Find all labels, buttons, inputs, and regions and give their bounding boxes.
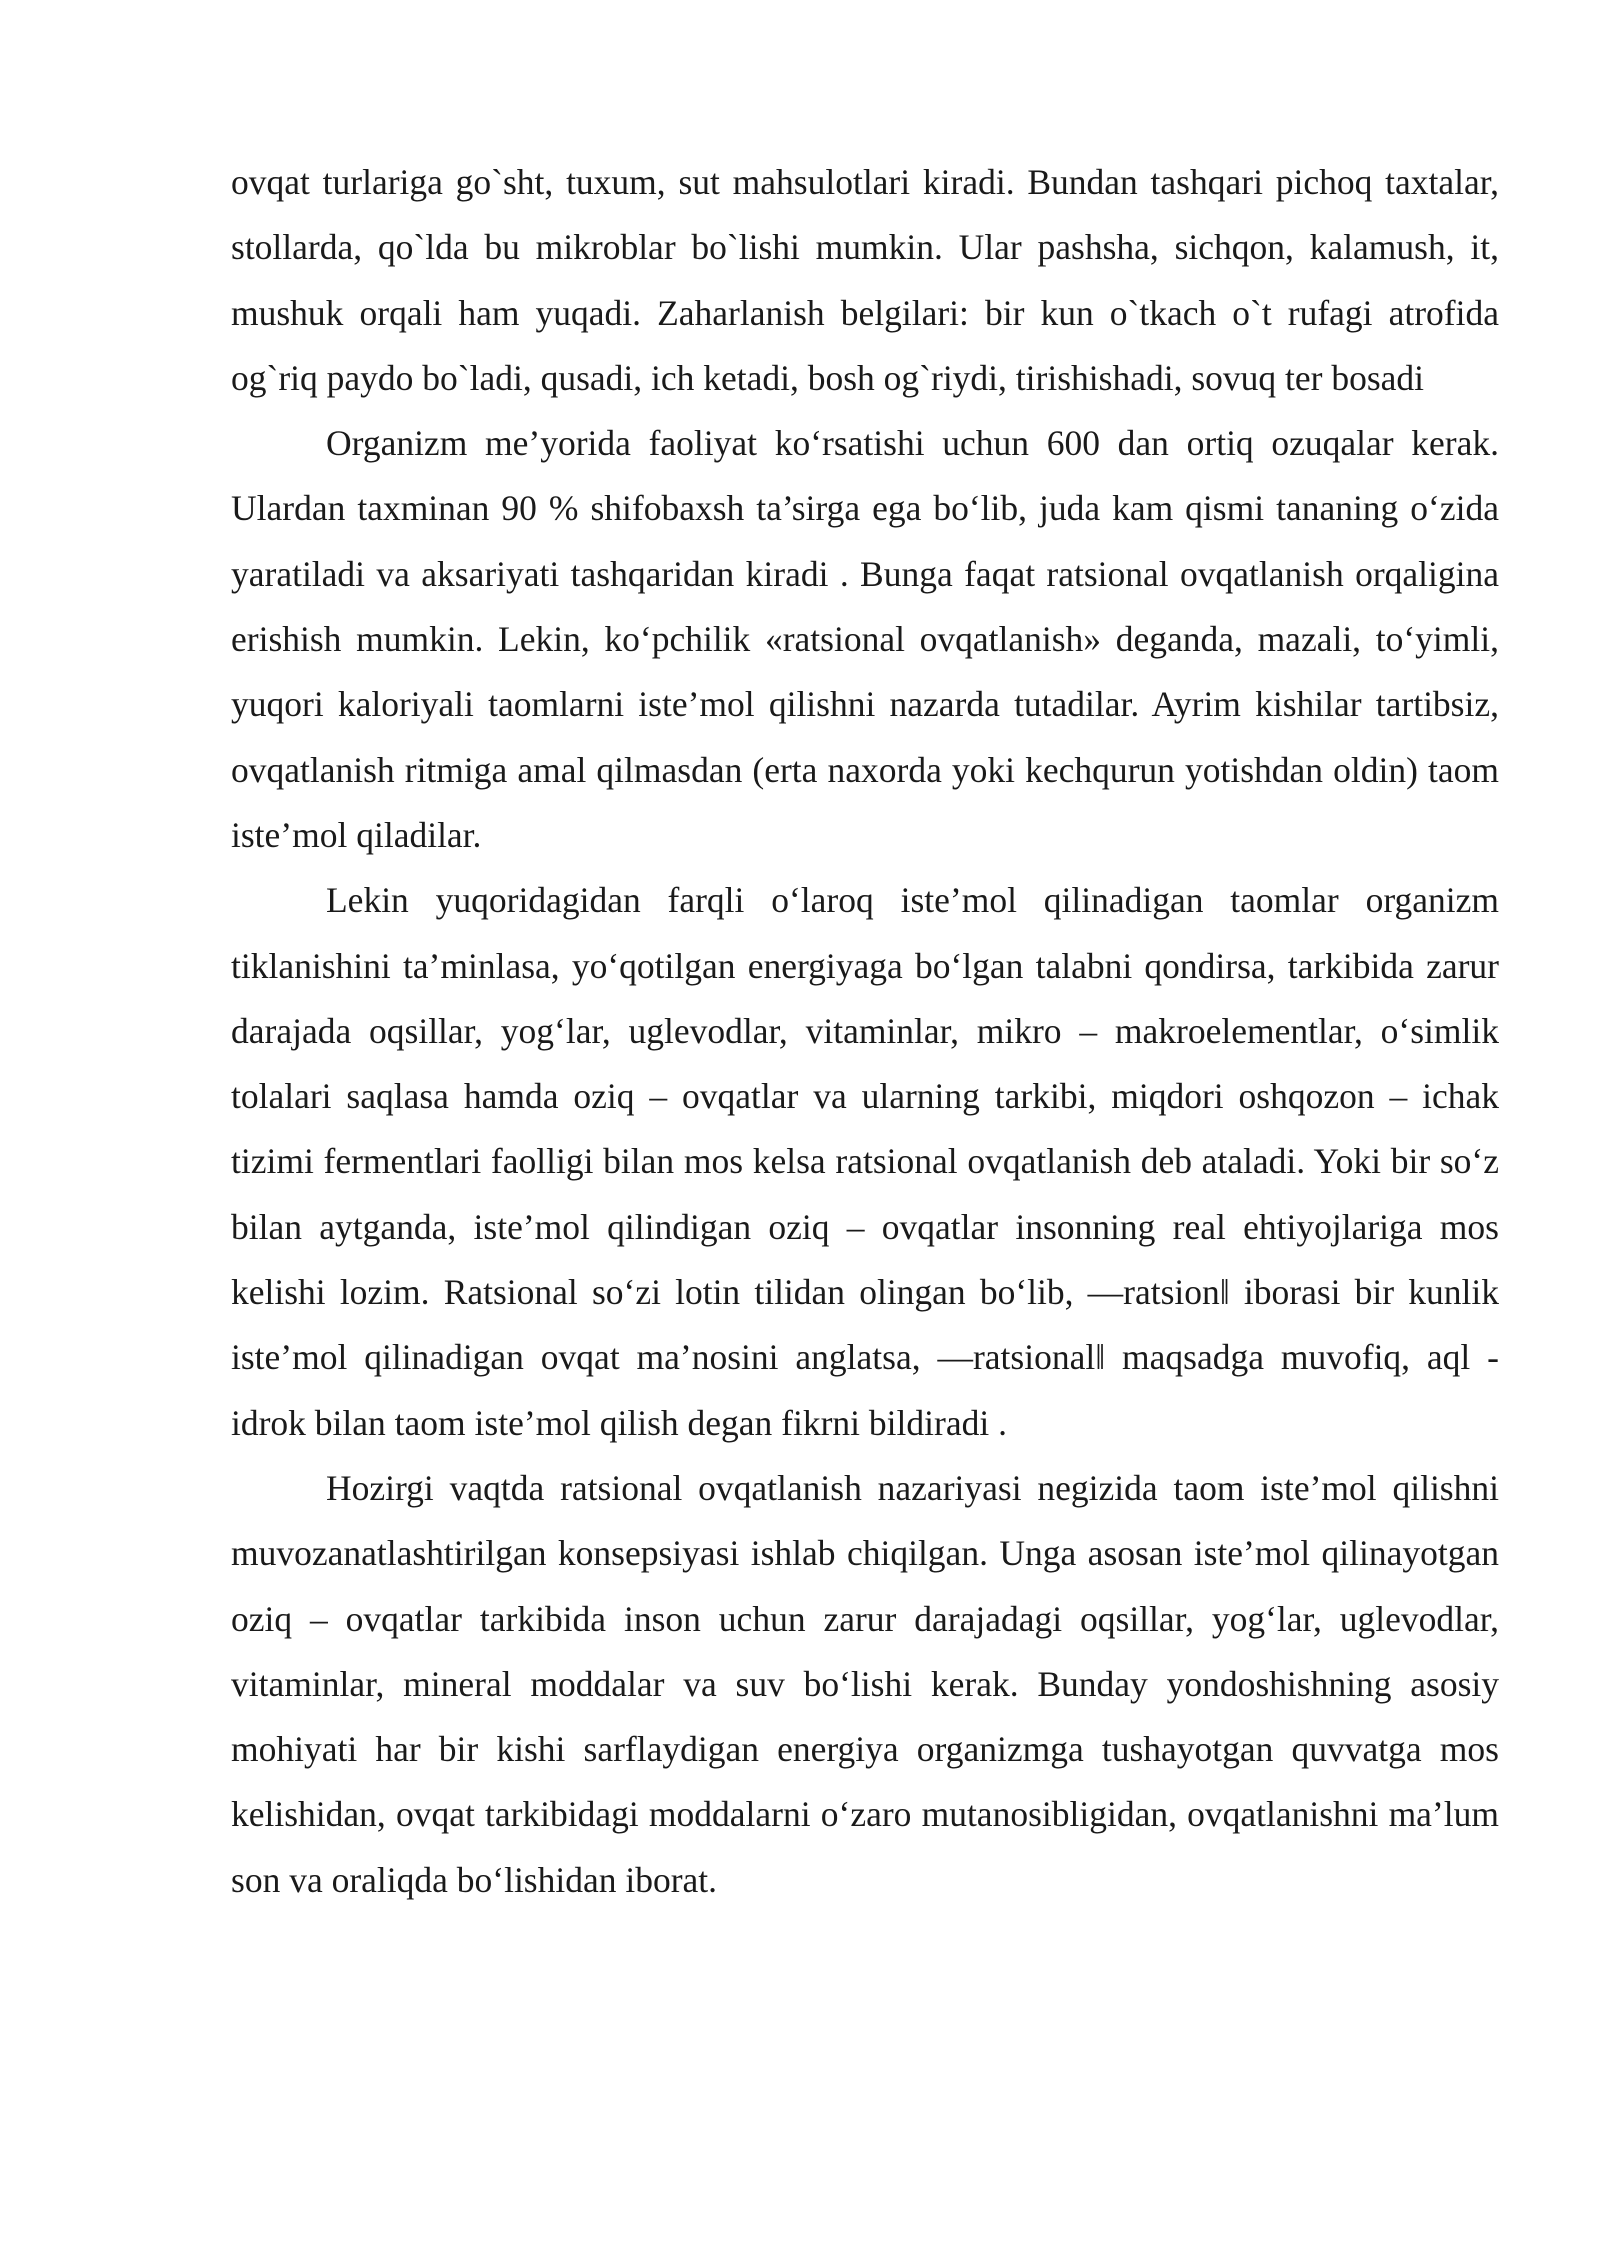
paragraph-balanced-concept: Hozirgi vaqtda ratsional ovqatlanish nazariyasi negizida taom iste’mol qilishni muvozanatlashtirilgan konsepsiyasi ishlab chiqilgan. Unga asosan iste’mol qilinayotgan oziq – ovqatlar tarkibida inson uchun zarur darajadagi oqsillar, yog‘lar, uglevodlar, vitaminlar, mineral moddalar va suv bo‘lishi kerak. Bunday yondoshishning asosiy mohiyati har bir kishi sarflaydigan energiya organizmga tushayotgan quvvatga mos kelishidan, ovqat tarkibidagi moddalarni o‘zaro mutanosibligidan, ovqatlanishni ma’lum son va oraliqda bo‘lishidan iborat. bbox=[231, 1467, 1499, 1900]
paragraph-continuation: ovqat turlariga go`sht, tuxum, sut mahsulotlari kiradi. Bundan tashqari pichoq taxtalar, stollarda, qo`lda bu mikroblar bo`lishi mumkin. Ular pashsha, sichqon, kalamush, it, mushuk orqali ham yuqadi. Zaharlanish belgilari: bir kun o`tkach o`t rufagi atrofida og`riq paydo bo`ladi, qusadi, ich ketadi, bosh og`riydi, tirishishadi, sovuq ter bosadi bbox=[231, 162, 1499, 398]
paragraph-rational-nutrition-definition: Lekin yuqoridagidan farqli o‘laroq iste’mol qilinadigan taomlar organizm tiklanishini ta’minlasa, yo‘qotilgan energiyaga bo‘lgan talabni qondirsa, tarkibida zarur darajada oqsillar, yog‘lar, uglevodlar, vitaminlar, mikro – makroelementlar, o‘simlik tolalari saqlasa hamda oziq – ovqatlar va ularning tarkibi, miqdori oshqozon – ichak tizimi fermentlari faolligi bilan mos kelsa ratsional ovqatlanish deb ataladi. Yoki bir so‘z bilan aytganda, iste’mol qilindigan oziq – ovqatlar insonning real ehtiyojlariga mos kelishi lozim. Ratsional so‘zi lotin tilidan olingan bo‘lib, ―ratsion‖ iborasi bir kunlik iste’mol qilinadigan ovqat ma’nosini anglatsa, ―ratsional‖ maqsadga muvofiq, aql - idrok bilan taom iste’mol qilish degan fikrni bildiradi . bbox=[231, 880, 1499, 1443]
paragraph-organism-nutrients: Organizm me’yorida faoliyat ko‘rsatishi uchun 600 dan ortiq ozuqalar kerak. Ulardan taxminan 90 % shifobaxsh ta’sirga ega bo‘lib, juda kam qismi tananing o‘zida yaratiladi va aksariyati tashqaridan kiradi . Bunga faqat ratsional ovqatlanish orqaligina erishish mumkin. Lekin, ko‘pchilik «ratsional ovqatlanish» deganda, mazali, to‘yimli, yuqori kaloriyali taomlarni iste’mol qilishni nazarda tutadilar. Ayrim kishilar tartibsiz, ovqatlanish ritmiga amal qilmasdan (erta naxorda yoki kechqurun yotishdan oldin) taom iste’mol qiladilar. bbox=[231, 423, 1499, 855]
document-page bbox=[231, 150, 1499, 1913]
